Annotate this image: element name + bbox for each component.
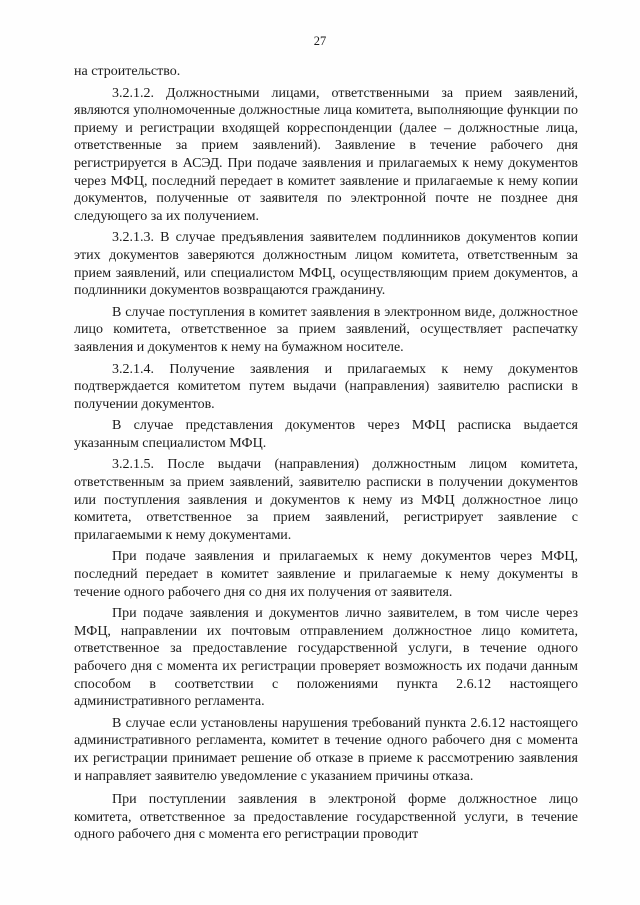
paragraph: При поступлении заявления в электроной форме должностное лицо комитета, ответственное за предоставление государственной услуги, в течение одного рабочего дня с момента его регистрации проводит [74, 792, 578, 843]
paragraph: на строительство. [74, 64, 181, 79]
paragraph: 3.2.1.5. После выдачи (направления) должностным лицом комитета, ответственным за прием заявлений, заявителю расписки в получении документов или поступления заявления и документов к нему из МФЦ должностное лицо комитета, ответственное за прием заявлений, регистрирует заявление с прилагаемыми к нему документами. [74, 457, 578, 543]
paragraph: В случае поступления в комитет заявления в электронном виде, должностное лицо комитета, ответственное за прием заявлений, осуществляет распечатку заявления и документов к нему на бумажном носителе. [74, 304, 578, 355]
paragraph: 3.2.1.3. В случае предъявления заявителем подлинников документов копии этих документов заверяются должностным лицом комитета, ответственным за прием заявлений, или специалистом МФЦ, осуществляющим прием документов, а подлинники документов возвращаются гражданину. [74, 230, 578, 299]
paragraph: 3.2.1.4. Получение заявления и прилагаемых к нему документов подтверждается комитетом путем выдачи (направления) заявителю расписки в получении документов. [74, 361, 578, 412]
paragraph: В случае если установлены нарушения требований пункта 2.6.12 настоящего административного регламента, комитет в течение одного рабочего дня с момента их регистрации принимает решение об отказе в приеме к рассмотрению заявления и направляет заявителю уведомление с указанием причины отказа. [74, 715, 578, 784]
paragraph: При подаче заявления и документов лично заявителем, в том числе через МФЦ, направлении их почтовым отправлением должностное лицо комитета, ответственное за предоставление государственной услуги, в течение одного рабочего дня с момента их регистрации проверяет возможность их подачи данным способом в соответствии с положениями пункта 2.6.12 настоящего административного регламента. [74, 606, 578, 710]
paragraph: 3.2.1.2. Должностными лицами, ответственными за прием заявлений, являются уполномоченные должностные лица комитета, выполняющие функции по приему и регистрации входящей корреспонденции (далее – должностные лица, ответственные за прием заявлений). Заявление в течение рабочего дня регистрируется в АСЭД. При подаче заявления и прилагаемых к нему документов через МФЦ, последний передает в комитет заявление и прилагаемые к нему копии документов, полученные от заявителя по электронной почте не позднее дня следующего за их получением. [74, 85, 578, 224]
page-number: 27 [313, 34, 327, 48]
paragraph: При подаче заявления и прилагаемых к нему документов через МФЦ, последний передает в комитет заявление и прилагаемые к нему документы в течение одного рабочего дня со дня их получения от заявителя. [74, 549, 578, 600]
document-body [74, 63, 578, 848]
paragraph: В случае представления документов через МФЦ расписка выдается указанным специалистом МФЦ. [74, 418, 578, 451]
